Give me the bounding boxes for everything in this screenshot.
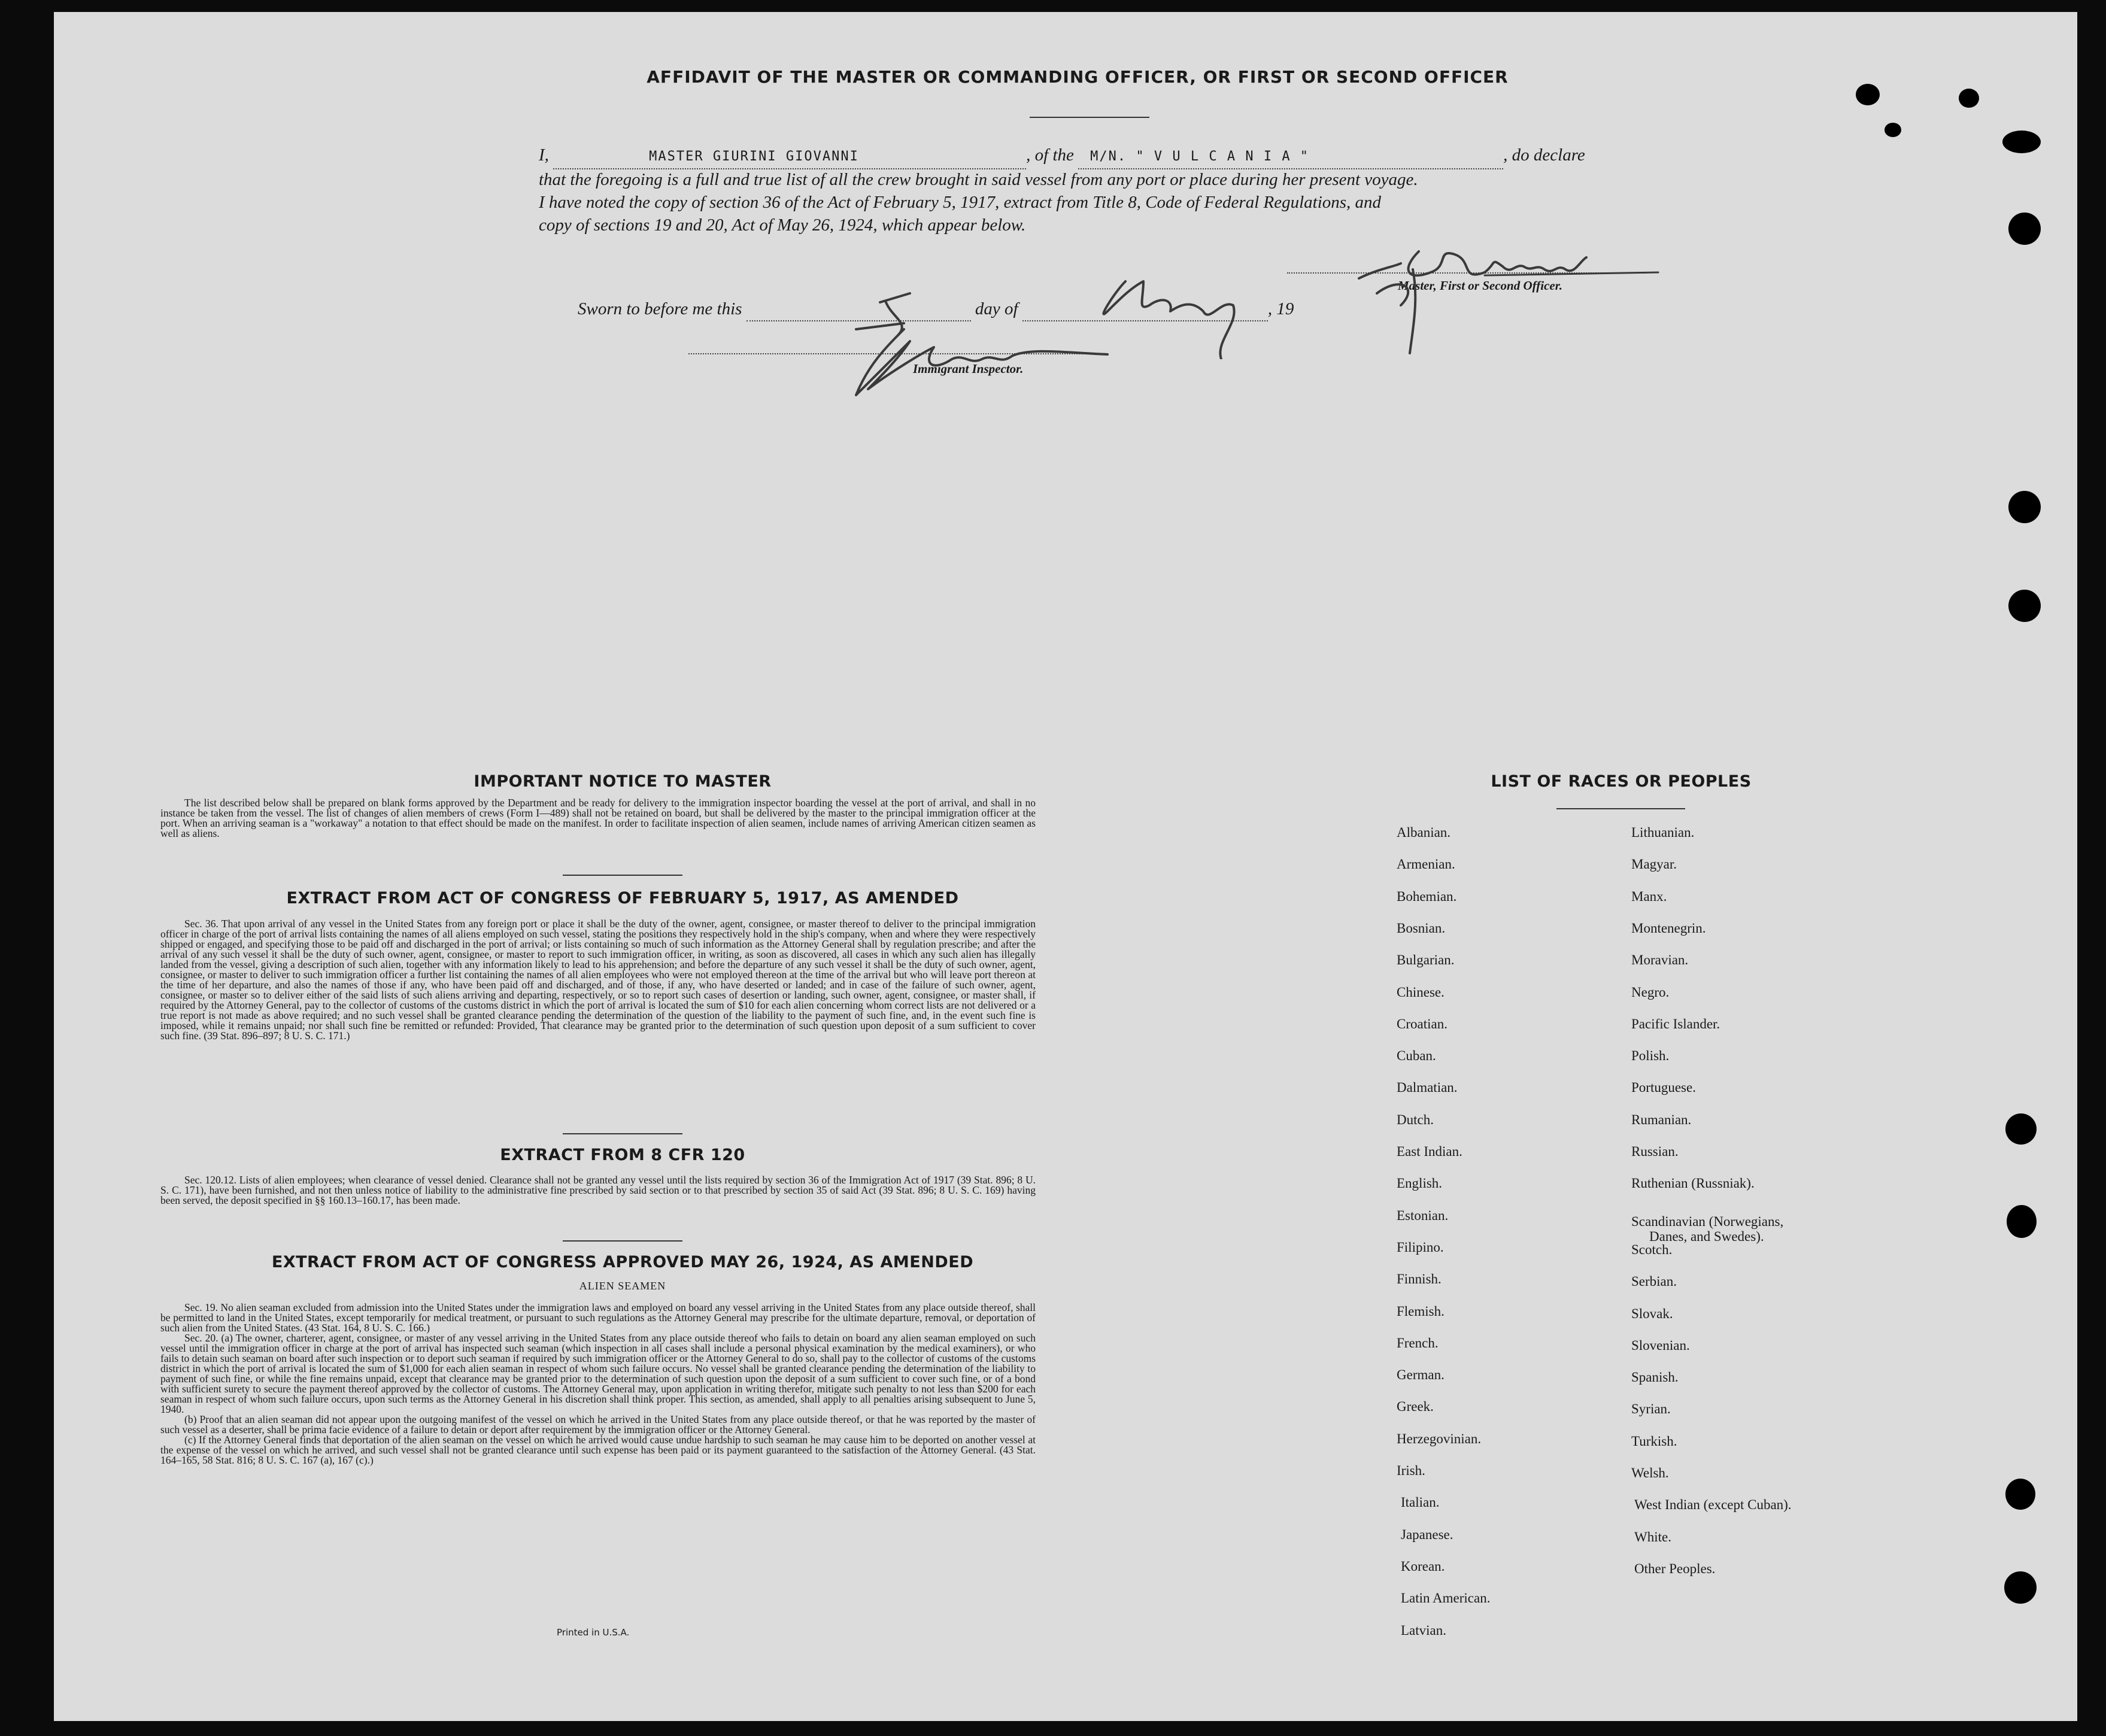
punch-hole xyxy=(2007,1205,2037,1238)
sworn-label: Sworn to before me this xyxy=(578,299,742,318)
printed-in-usa: Printed in U.S.A. xyxy=(557,1627,630,1638)
declaration-line-2: that the foregoing is a full and true list of all the crew brought in said vessel from any port or place during her present voyage. xyxy=(539,170,1418,189)
race-item: Portuguese. xyxy=(1631,1080,1696,1095)
punch-hole xyxy=(2008,491,2041,523)
extract-1917-body: Sec. 36. That upon arrival of any vessel in the United States from any foreign port or place it shall be the duty of the owner, agent, consignee, or master thereof to deliver to the principal immigration officer in charge of the port of arrival lists containing the names of all aliens employed on such vessel, stating the positions they respectively hold in the ship's company, when and where they were respectively shipped or engaged, and specifying those to be paid off and discharged in the port of arrival; or lists containing so much of such information as the Attorney General shall by regulation prescribe; and after the arrival of any such vessel it shall be the duty of such owner, agent, consignee, or master to report to such immigration officer, in writing, as soon as discovered, all cases in which any such alien has illegally landed from the vessel, giving a description of such alien, together with any information likely to lead to his apprehension; and before the departure of any such vessel it shall be the duty of such owner, agent, consignee, or master to deliver to such immigration officer a further list containing the names of all alien employees who were not employed thereon at the time of the arrival but who will leave port thereon at the time of her departure, and also the names of those if any, who have been paid off and discharged, and of those, if any, who have deserted or landed; and in case of the failure of such owner, agent, consignee, or master so to deliver either of the said lists of such aliens arriving and departing, respectively, or so to report such cases of desertion or landing, such owner, agent, consignee, or master shall, if required by the Attorney General, pay to the collector of customs of the customs district in which the port of arrival is located the sum of $10 for each alien concerning whom correct lists are not delivered or a true report is not made as above required; and no such vessel shall be granted clearance pending the determination of the question of the liability to the payment of such fine, and, in the event such fine is imposed, while it remains unpaid; nor shall such fine be remitted or refunded: Provided, That clearance may be granted prior to the determination of such question upon deposit of a sum sufficient to cover such fine. (39 Stat. 896–897; 8 U. S. C. 171.) xyxy=(160,918,1036,1042)
year-prefix: , 19 xyxy=(1267,299,1294,318)
race-item: Other Peoples. xyxy=(1634,1561,1716,1576)
race-item: Irish. xyxy=(1397,1463,1425,1478)
inspector-label: Immigrant Inspector. xyxy=(913,362,1024,376)
vessel-name: M/N. " V U L C A N I A " xyxy=(1090,149,1310,164)
race-item: Ruthenian (Russniak). xyxy=(1631,1176,1755,1191)
punch-hole xyxy=(2008,590,2041,622)
race-item: Croatian. xyxy=(1397,1016,1448,1031)
race-item: Dutch. xyxy=(1397,1112,1434,1127)
declaration-line-3: I have noted the copy of section 36 of the Act of February 5, 1917, extract from Title 8, Code of Federal Regulations, and xyxy=(539,193,1382,212)
race-item: Flemish. xyxy=(1397,1303,1445,1319)
race-item: White. xyxy=(1634,1529,1671,1544)
race-item: Chinese. xyxy=(1397,984,1445,1000)
race-item: Rumanian. xyxy=(1631,1112,1692,1127)
notice-title: IMPORTANT NOTICE TO MASTER xyxy=(474,772,772,791)
race-item: Bosnian. xyxy=(1397,920,1446,936)
sec-20c: (c) If the Attorney General finds that deportation of the alien seaman on the vessel on which he arrived would cause undue hardship to such seaman he may cause him to be deported on another vessel at the expense of the vessel on which he arrived, and such vessel shall not be granted clearance until such expense has been paid or its payment guaranteed to the satisfaction of the Attorney General. (43 Stat. 164–165, 58 Stat. 816; 8 U. S. C. 167 (a), 167 (c).) xyxy=(160,1434,1036,1466)
extract-1924-body xyxy=(160,1303,1036,1465)
vessel-field xyxy=(1078,144,1503,169)
race-item: Scotch. xyxy=(1631,1242,1673,1257)
master-name-field xyxy=(553,144,1026,169)
master-signature-label: Master, First or Second Officer. xyxy=(1398,278,1562,293)
notice-body: The list described below shall be prepared on blank forms approved by the Department and be ready for delivery to the immigration inspector boarding the vessel at the port of arrival, and shall in no instance be taken from the vessel. The list of changes of alien members of crews (Form I—489) shall not be retained on board, but shall be delivered by the master to the principal immigration officer at the port. When an arriving seaman is a "workaway" a notation to that effect should be made on the manifest. In order to facilitate inspection of alien seamen, include names of arriving American citizen seamen as well as aliens. xyxy=(160,797,1036,839)
race-item: Finnish. xyxy=(1397,1271,1442,1287)
affidavit-title: AFFIDAVIT OF THE MASTER OR COMMANDING OFFICER, OR FIRST OR SECOND OFFICER xyxy=(647,67,1509,87)
race-item: Bulgarian. xyxy=(1397,952,1455,968)
race-item: East Indian. xyxy=(1397,1144,1462,1159)
race-item: Albanian. xyxy=(1397,825,1451,840)
race-item: Italian. xyxy=(1401,1495,1440,1510)
punch-hole xyxy=(2008,213,2041,245)
extract-cfr-title: EXTRACT FROM 8 CFR 120 xyxy=(500,1146,745,1164)
race-item: Lithuanian. xyxy=(1631,825,1695,840)
race-item: Syrian. xyxy=(1631,1401,1671,1417)
race-item: Spanish. xyxy=(1631,1370,1679,1385)
race-item: Estonian. xyxy=(1397,1207,1449,1223)
sec-19: Sec. 19. No alien seaman excluded from admission into the United States under the immigration laws and employed on board any vessel arriving in the United States from any place outside thereof, shall be permitted to land in the United States, except temporarily for medical treatment, or pursuant to such regulations as the Attorney General may prescribe for the ultimate departure, removal, or deportation of such alien from the United States. (43 Stat. 164, 8 U. S. C. 166.) xyxy=(160,1301,1036,1334)
inspector-signature xyxy=(832,311,1221,401)
extract-1917-title: EXTRACT FROM ACT OF CONGRESS OF FEBRUARY 5, 1917, AS AMENDED xyxy=(286,889,959,908)
punch-hole xyxy=(1885,123,1901,137)
extract-cfr-body: Sec. 120.12. Lists of alien employees; when clearance of vessel denied. Clearance shall not be granted any vessel until the lists required by section 36 of the Immigration Act of 1917 (39 Stat. 896; 8 U. S. C. 171), have been furnished, and not then unless notice of liability to the administrative fine prescribed by said section or to that prescribed by section 35 of said Act (39 Stat. 896; 8 U. S. C. 169) having been served, the deposit specified in §§ 160.13–160.17, has been made. xyxy=(160,1174,1036,1206)
race-item: Danes, and Swedes). xyxy=(1649,1229,1764,1244)
race-item: West Indian (except Cuban). xyxy=(1634,1497,1792,1513)
punch-hole xyxy=(2002,130,2041,153)
sec-20a: Sec. 20. (a) The owner, charterer, agent, consignee, or master of any vessel arriving in the United States from any place outside thereof who fails to detain on board any alien seaman employed on such vessel until the immigration officer in charge at the port of arrival has inspected such seaman (which inspection in all cases shall include a personal physical examination by the medical examiners), or who fails to detain such seaman on board after such inspection or to deport such seaman if required by such immigration officer or the Attorney General to do so, shall pay to the collector of customs of the customs district in which the port of arrival is located the sum of $1,000 for each alien seaman in respect of whom such failure occurs. No vessel shall be granted clearance pending the determination of the liability to payment of such fine, or while the fine remains unpaid, except that clearance may be granted prior to the determination of such question upon the deposit of a sum sufficient to cover such fine, or of a bond with sufficient surety to secure the payment thereof approved by the collector of customs. The Attorney General may, upon application in writing therefor, mitigate such penalty to not less than $200 for each seaman in respect of whom such failure occurs, upon such terms as the Attorney General in his discretion shall think proper. This section, as amended, shall apply to all penalties arising subsequent to June 5, 1940. xyxy=(160,1332,1036,1415)
race-item: Slovenian. xyxy=(1631,1337,1690,1353)
race-item: Welsh. xyxy=(1631,1465,1669,1480)
punch-hole xyxy=(2004,1571,2037,1604)
race-item: Moravian. xyxy=(1631,952,1689,968)
do-declare-label: , do declare xyxy=(1503,145,1585,165)
race-item: Turkish. xyxy=(1631,1433,1677,1449)
race-item: German. xyxy=(1397,1367,1445,1383)
day-of-label: day of xyxy=(975,299,1018,318)
i-prefix: I, xyxy=(539,145,549,165)
race-item: Polish. xyxy=(1631,1048,1670,1064)
race-item: English. xyxy=(1397,1176,1443,1191)
punch-hole xyxy=(1959,89,1979,108)
race-item: Filipino. xyxy=(1397,1239,1444,1255)
race-item: Dalmatian. xyxy=(1397,1080,1458,1095)
extract-1917-divider xyxy=(563,1133,682,1134)
extract-1924-title: EXTRACT FROM ACT OF CONGRESS APPROVED MAY 26, 1924, AS AMENDED xyxy=(271,1253,974,1271)
extract-1924-subtitle: ALIEN SEAMEN xyxy=(579,1280,666,1292)
punch-hole xyxy=(2005,1479,2035,1510)
punch-hole xyxy=(1856,84,1880,105)
of-the-label: , of the xyxy=(1026,145,1074,165)
race-item: Bohemian. xyxy=(1397,888,1457,904)
races-title: LIST OF RACES OR PEOPLES xyxy=(1491,772,1752,791)
title-rule xyxy=(1030,117,1149,118)
master-name: MASTER GIURINI GIOVANNI xyxy=(649,149,859,164)
races-divider xyxy=(1556,808,1685,809)
declaration-line-1 xyxy=(539,144,1658,169)
race-item: Slovak. xyxy=(1631,1306,1673,1321)
sec-20b: (b) Proof that an alien seaman did not appear upon the outgoing manifest of the vessel on which he arrived in the United States from any place outside thereof, or that he was reported by the master of such vessel as a deserter, shall be prima facie evidence of a failure to detain or deport after requirement by the immigration officer or the Attorney General. xyxy=(160,1413,1036,1435)
punch-hole xyxy=(2005,1113,2037,1145)
race-item: Negro. xyxy=(1631,984,1670,1000)
race-item: Cuban. xyxy=(1397,1048,1436,1064)
declaration-line-4: copy of sections 19 and 20, Act of May 26, 1924, which appear below. xyxy=(539,216,1026,235)
race-item: Latvian. xyxy=(1401,1622,1446,1638)
race-item: French. xyxy=(1397,1335,1439,1350)
race-item: Serbian. xyxy=(1631,1274,1677,1289)
race-item: Scandinavian (Norwegians, xyxy=(1631,1214,1784,1229)
extract-cfr-divider xyxy=(563,1240,682,1242)
race-item: Japanese. xyxy=(1401,1526,1453,1542)
race-item: Manx. xyxy=(1631,888,1667,904)
race-item: Magyar. xyxy=(1631,857,1677,872)
race-item: Latin American. xyxy=(1401,1591,1491,1606)
race-item: Armenian. xyxy=(1397,857,1455,872)
race-item: Pacific Islander. xyxy=(1631,1016,1720,1031)
race-item: Greek. xyxy=(1397,1399,1434,1415)
race-item: Russian. xyxy=(1631,1144,1679,1159)
race-item: Herzegovinian. xyxy=(1397,1431,1482,1446)
race-item: Montenegrin. xyxy=(1631,920,1706,936)
race-item: Korean. xyxy=(1401,1558,1445,1574)
notice-divider xyxy=(563,875,682,876)
